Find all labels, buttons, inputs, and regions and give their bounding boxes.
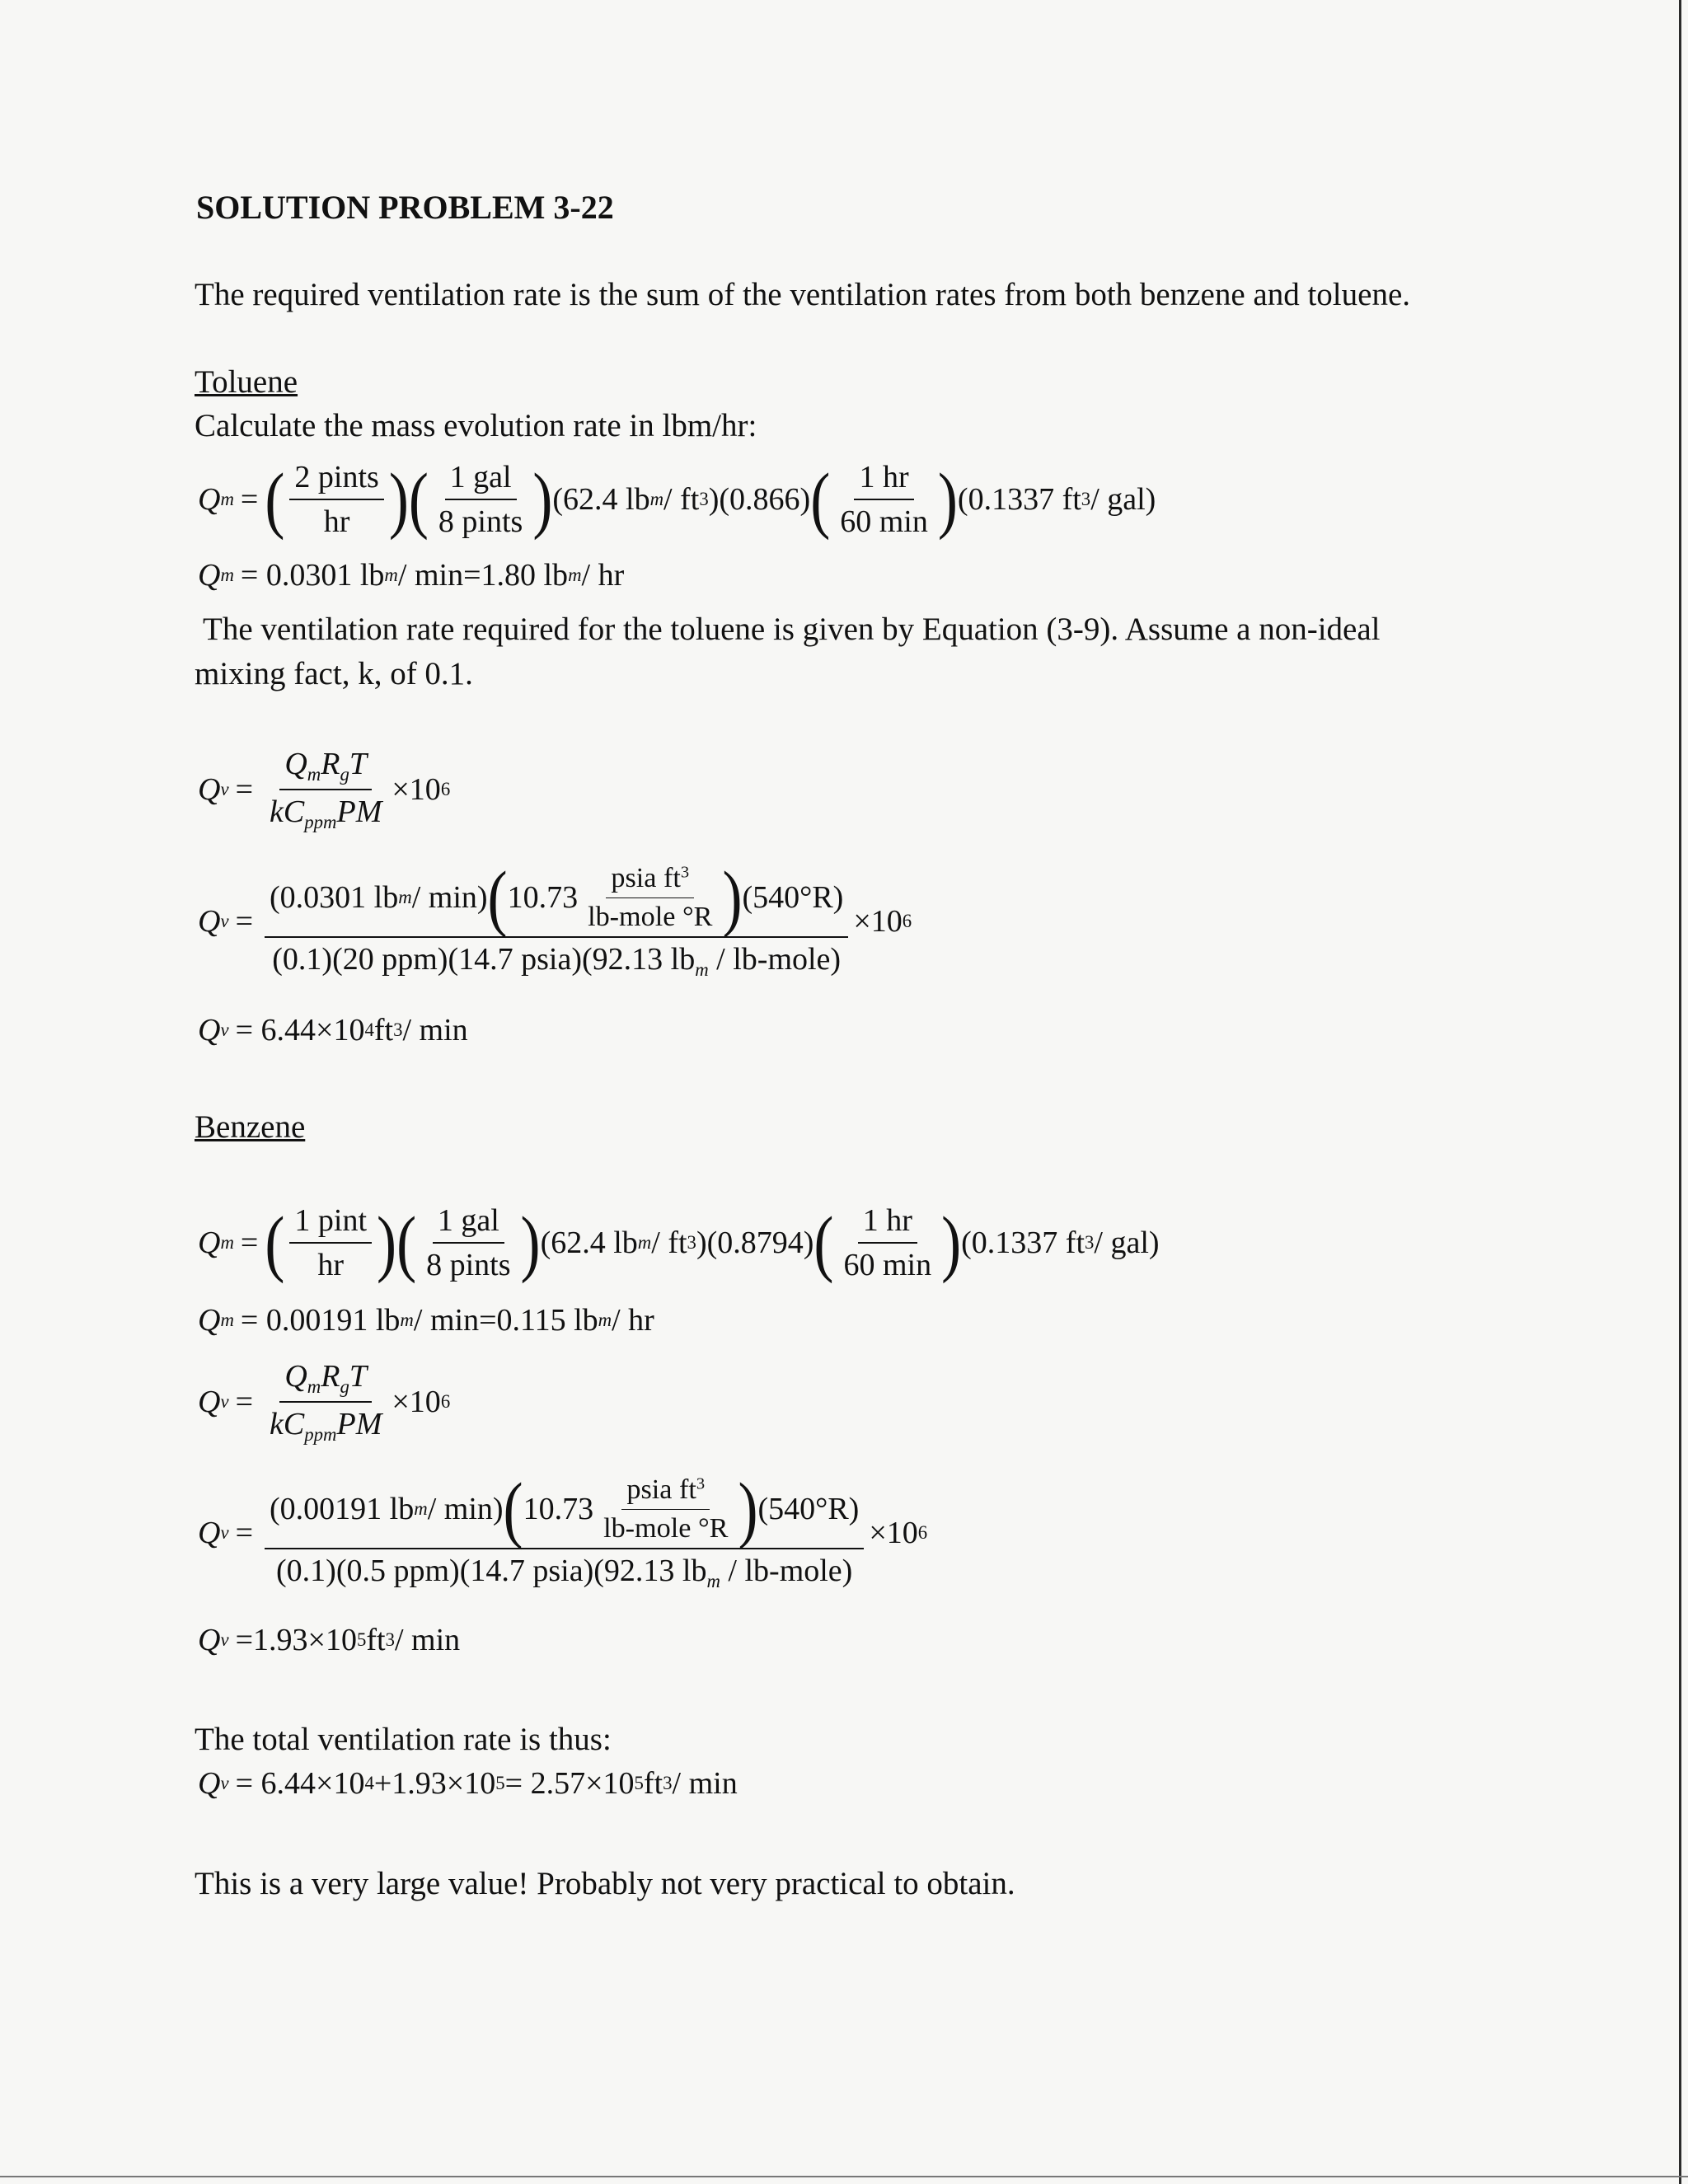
benzene-qm-equation: Q m = ( $\frac{\text{1 pint}}{hr}$ ) ( $\frac{\text{1 gal}}{\text{8 pints}}$ ) (62.4 lb m / ft 3 )(0.8794) ( $\frac{1 hr}{60 \min}$ ) (0.1337 ft 3 / gal) (198, 1201, 1160, 1284)
toluene-heading: Toluene (195, 364, 298, 400)
conclusion-text: This is a very large value! Probably not very practical to obtain. (195, 1866, 1015, 1901)
scan-edge-bottom (0, 2176, 1688, 2177)
benzene-qv-formula: Q v = $\frac{Q_mR_gT}{kC_{ppm}PM}$ ×10 6 (198, 1359, 451, 1445)
toluene-qv-formula: Q v = $\frac{Q_mR_gT}{kC_{ppm}PM}$ ×10 6 (198, 747, 451, 832)
total-line: The total ventilation rate is thus: (195, 1722, 612, 1757)
benzene-qv-substitution: Q v = (0.00191 lb m / min) ( 10.73 $\frac{psia ft^3}{\text{lb-mole °R}}$ ) (540°R) (0.1)(0.5 ppm)(14.7 psia)(92.13 $lb_m$ / lb-mole) ×10 6 (198, 1467, 928, 1591)
toluene-qm-equation: Q m = ( $\frac{\text{2 pints}}{hr}$ ) ( $\frac{\text{1 gal}}{\text{8 pints}}$ ) (62.4 lb m / ft 3 )(0.866) ( $\frac{1 hr}{60 \min}$ ) (0.1337 ft 3 / gal) (198, 457, 1156, 541)
benzene-qm-result: Q m = 0.00191 lb m / min=0.115 lb m / hr (198, 1303, 654, 1338)
scan-edge-right (1679, 0, 1681, 2184)
toluene-qm-result: Q m = 0.0301 lb m / min=1.80 lb m / hr (198, 558, 625, 593)
benzene-qv-result: Q v =1.93×10 5 ft 3 / min (198, 1623, 461, 1657)
toluene-qv-result: Q v = 6.44×10 4 ft 3 / min (198, 1013, 468, 1047)
benzene-heading: Benzene (195, 1109, 306, 1145)
toluene-qv-substitution: Q v = (0.0301 lb m / min) ( 10.73 $\frac{psia ft^3}{\text{lb-mole °R}}$ ) (540°R) (0.1)(20 ppm)(14.7 psia)(92.13 $lb_m$ / lb-mole) ×10 6 (198, 855, 912, 980)
page-title: SOLUTION PROBLEM 3-22 (196, 189, 614, 226)
total-equation: Q v = 6.44×10 4 +1.93×10 5 = 2.57×10 5 ft 3 / min (198, 1766, 738, 1801)
intro-text: The required ventilation rate is the sum of the ventilation rates from both benzene and toluene. (195, 277, 1411, 312)
toluene-text-line2: mixing fact, k, of 0.1. (195, 656, 473, 691)
toluene-text-line1: The ventilation rate required for the toluene is given by Equation (3-9). Assume a non-ideal (203, 612, 1381, 647)
toluene-calc-line: Calculate the mass evolution rate in lbm/hr: (195, 408, 757, 443)
